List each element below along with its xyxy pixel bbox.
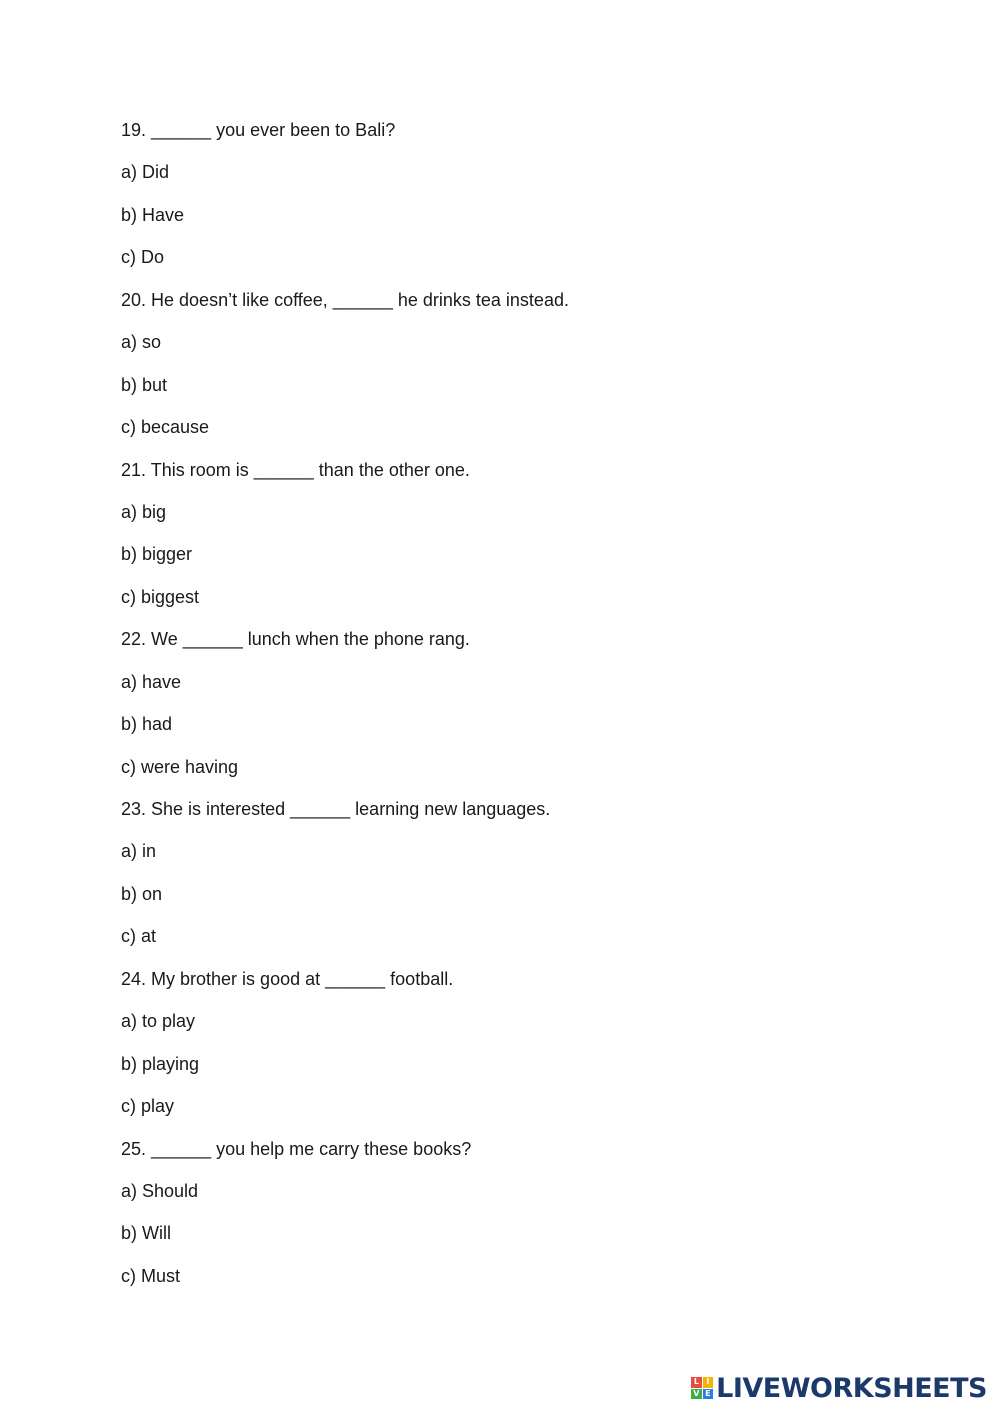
question-prompt: 19. ______ you ever been to Bali?	[121, 120, 396, 140]
answer-option: a) in	[121, 841, 157, 862]
answer-option: a) have	[121, 671, 182, 692]
logo-mark-letter: V	[691, 1389, 702, 1400]
logo-mark-letter: E	[703, 1389, 714, 1400]
logo-mark-icon	[691, 1377, 713, 1399]
question-prompt: 25. ______ you help me carry these books?	[121, 1138, 472, 1159]
question-22	[121, 627, 941, 778]
answer-option: b) but	[121, 374, 168, 395]
answer-option: b) bigger	[121, 544, 193, 565]
answer-option: c) were having	[121, 756, 239, 777]
answer-option: b) on	[121, 883, 163, 904]
answer-option: a) Did	[121, 162, 170, 183]
question-prompt: 21. This room is ______ than the other one.	[121, 459, 470, 480]
question-24	[121, 967, 941, 1118]
answer-option: c) play	[121, 1096, 175, 1117]
question-prompt: 20. He doesn’t like coffee, ______ he drinks tea instead.	[121, 289, 569, 310]
answer-option: c) Must	[121, 1265, 181, 1286]
question-prompt: 24. My brother is good at ______ football.	[121, 968, 454, 989]
answer-option: a) big	[121, 501, 167, 522]
logo-mark-letter: I	[703, 1377, 714, 1388]
logo-mark-letter: L	[691, 1377, 702, 1388]
logo-text: LIVEWORKSHEETS	[716, 1372, 987, 1404]
question-prompt: 23. She is interested ______ learning new languages.	[121, 799, 551, 819]
question-25	[121, 1137, 941, 1288]
answer-option: c) at	[121, 926, 157, 947]
question-21	[121, 458, 941, 609]
worksheet-content	[121, 118, 941, 1306]
answer-option: b) Have	[121, 204, 185, 225]
answer-option: c) biggest	[121, 586, 200, 607]
answer-option: c) because	[121, 417, 210, 438]
question-20	[121, 288, 941, 439]
question-prompt: 22. We ______ lunch when the phone rang.	[121, 629, 470, 650]
answer-option: b) playing	[121, 1053, 200, 1074]
liveworksheets-logo	[691, 1373, 987, 1403]
answer-option: b) had	[121, 714, 173, 735]
answer-option: a) so	[121, 332, 162, 353]
answer-option: c) Do	[121, 247, 165, 268]
question-23	[121, 797, 941, 948]
question-19	[121, 118, 941, 269]
answer-option: a) to play	[121, 1011, 196, 1032]
answer-option: a) Should	[121, 1180, 199, 1201]
answer-option: b) Will	[121, 1223, 171, 1244]
